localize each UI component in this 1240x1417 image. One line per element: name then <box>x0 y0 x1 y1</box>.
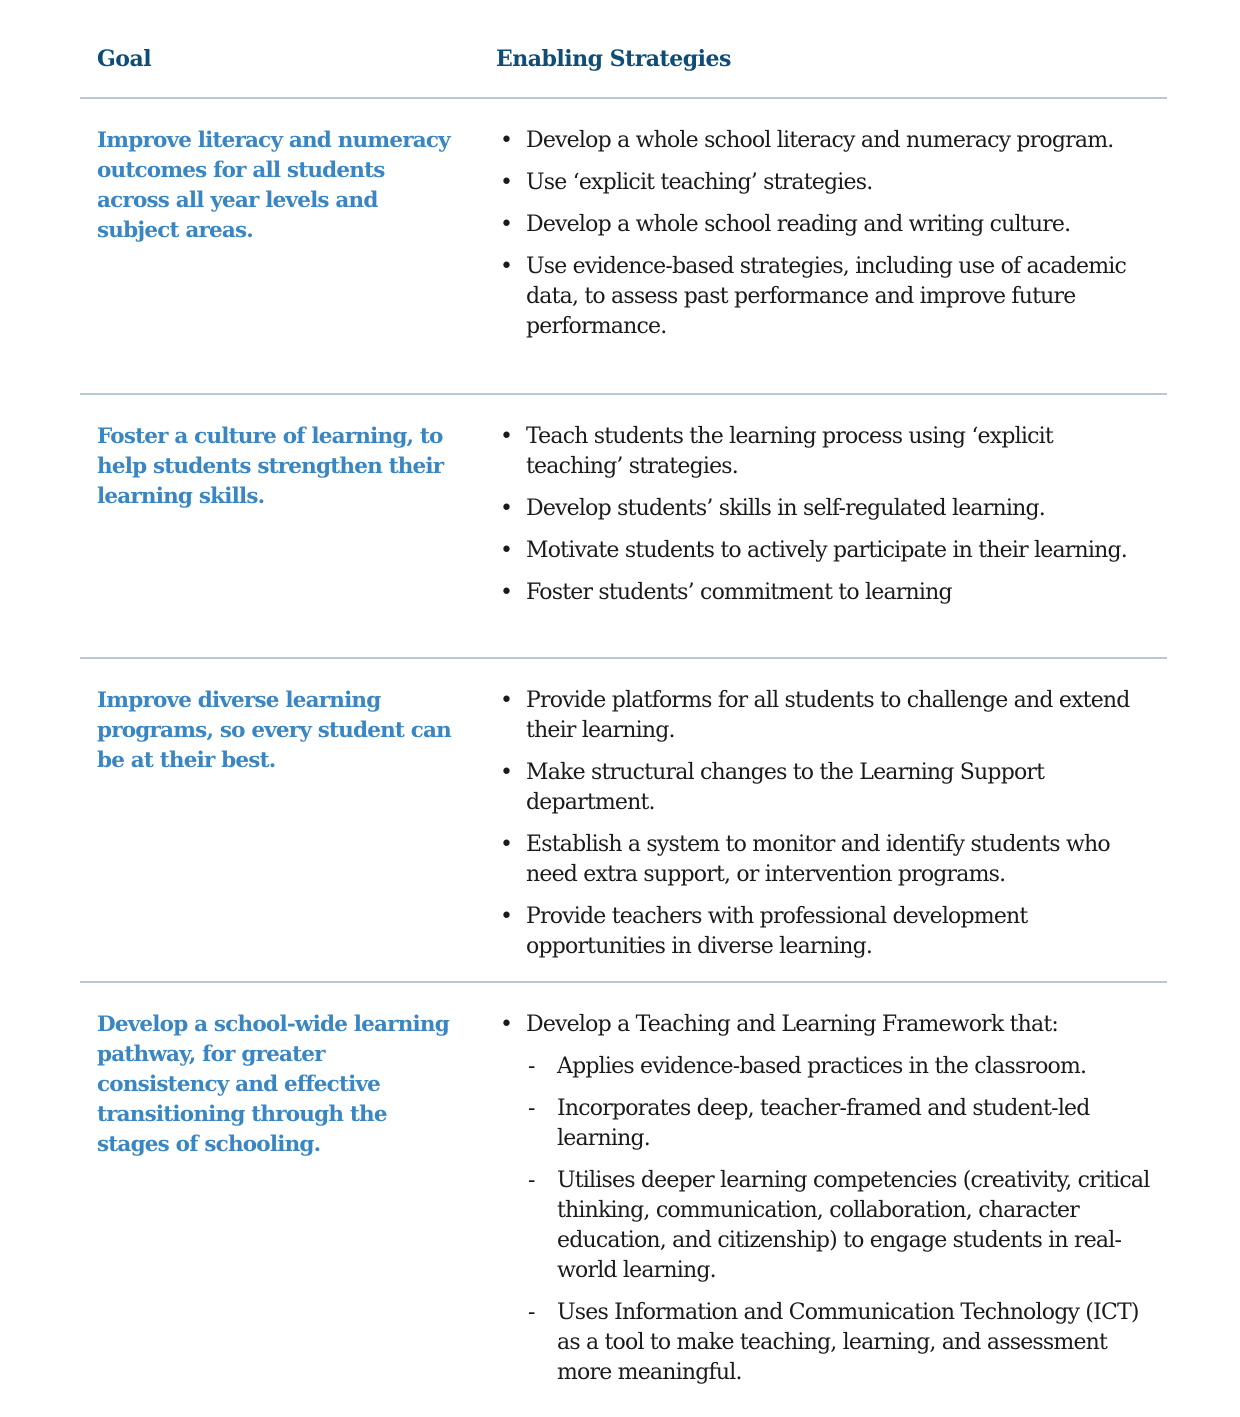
bullet-icon: • <box>500 904 513 929</box>
strategy-text: Use ‘explicit teaching’ strategies. <box>526 170 873 195</box>
bullet-icon: • <box>500 170 513 195</box>
sub-strategy-item <box>526 1298 1150 1388</box>
dash-icon: - <box>528 1054 535 1079</box>
strategy-text: Develop students’ skills in self-regulated learning. <box>526 496 1045 521</box>
bullet-icon: • <box>500 128 513 153</box>
strategy-text: Foster students’ commitment to learning <box>526 580 952 605</box>
strategy-text: Motivate students to actively participate in their learning. <box>526 538 1127 563</box>
dash-icon: - <box>528 1300 535 1325</box>
strategy-item <box>500 126 1150 156</box>
strategy-text: Establish a system to monitor and identify students who need extra support, or intervention programs. <box>526 832 1110 887</box>
dash-icon: - <box>528 1168 535 1193</box>
strategy-list <box>500 1010 1150 1400</box>
table-row <box>80 659 1167 983</box>
sub-strategy-item <box>526 1166 1150 1286</box>
strategies-column-header: Enabling Strategies <box>496 46 731 72</box>
goal-text: Improve diverse learning programs, so every student can be at their best. <box>97 688 451 773</box>
strategy-text: Develop a Teaching and Learning Framework that: <box>526 1012 1058 1037</box>
strategy-item <box>500 686 1150 746</box>
strategy-text: Develop a whole school literacy and numeracy program. <box>526 128 1114 153</box>
bullet-icon: • <box>500 424 513 449</box>
strategy-item <box>500 902 1150 962</box>
sub-strategy-item <box>526 1052 1150 1082</box>
bullet-icon: • <box>500 538 513 563</box>
sub-strategy-item <box>526 1094 1150 1154</box>
bullet-icon: • <box>500 496 513 521</box>
sub-strategy-text: Utilises deeper learning competencies (creativity, critical thinking, communication, collaboration, character education, and citizenship) to engage students in real-world learning. <box>557 1168 1150 1283</box>
bullet-icon: • <box>500 1012 513 1037</box>
strategy-item <box>500 1010 1150 1388</box>
strategy-item <box>500 252 1150 342</box>
strategy-item <box>500 830 1150 890</box>
strategy-item <box>500 210 1150 240</box>
goal-column-header: Goal <box>97 46 152 72</box>
goal-text: Develop a school-wide learning pathway, for greater consistency and effective transitioning through the stages of schooling. <box>97 1012 449 1157</box>
strategy-list <box>500 422 1150 620</box>
strategy-item <box>500 168 1150 198</box>
table-row <box>80 395 1167 659</box>
strategy-item <box>500 758 1150 818</box>
bullet-icon: • <box>500 254 513 279</box>
bullet-icon: • <box>500 760 513 785</box>
strategy-text: Provide platforms for all students to challenge and extend their learning. <box>526 688 1130 743</box>
table-header <box>80 0 1167 99</box>
bullet-icon: • <box>500 688 513 713</box>
sub-strategy-list <box>526 1052 1150 1388</box>
table-row <box>80 99 1167 395</box>
goal-text: Foster a culture of learning, to help students strengthen their learning skills. <box>97 424 444 509</box>
strategy-text: Use evidence-based strategies, including use of academic data, to assess past performance and improve future performance. <box>526 254 1127 339</box>
strategy-text: Develop a whole school reading and writing culture. <box>526 212 1071 237</box>
goal-text: Improve literacy and numeracy outcomes for all students across all year levels and subject areas. <box>97 128 450 243</box>
strategy-item <box>500 536 1150 566</box>
sub-strategy-text: Incorporates deep, teacher-framed and student-led learning. <box>557 1096 1090 1151</box>
strategy-item <box>500 578 1150 608</box>
strategy-item <box>500 494 1150 524</box>
table-row <box>80 983 1167 1413</box>
bullet-icon: • <box>500 832 513 857</box>
strategy-text: Make structural changes to the Learning Support department. <box>526 760 1045 815</box>
strategy-list <box>500 686 1150 974</box>
bullet-icon: • <box>500 212 513 237</box>
bullet-icon: • <box>500 580 513 605</box>
strategy-text: Provide teachers with professional development opportunities in diverse learning. <box>526 904 1028 959</box>
goals-strategies-table <box>80 0 1167 1413</box>
strategy-text: Teach students the learning process using ‘explicit teaching’ strategies. <box>526 424 1053 479</box>
sub-strategy-text: Uses Information and Communication Technology (ICT) as a tool to make teaching, learning, and assessment more meaningful. <box>557 1300 1139 1385</box>
strategy-list <box>500 126 1150 354</box>
dash-icon: - <box>528 1096 535 1121</box>
strategy-item <box>500 422 1150 482</box>
sub-strategy-text: Applies evidence-based practices in the classroom. <box>557 1054 1087 1079</box>
